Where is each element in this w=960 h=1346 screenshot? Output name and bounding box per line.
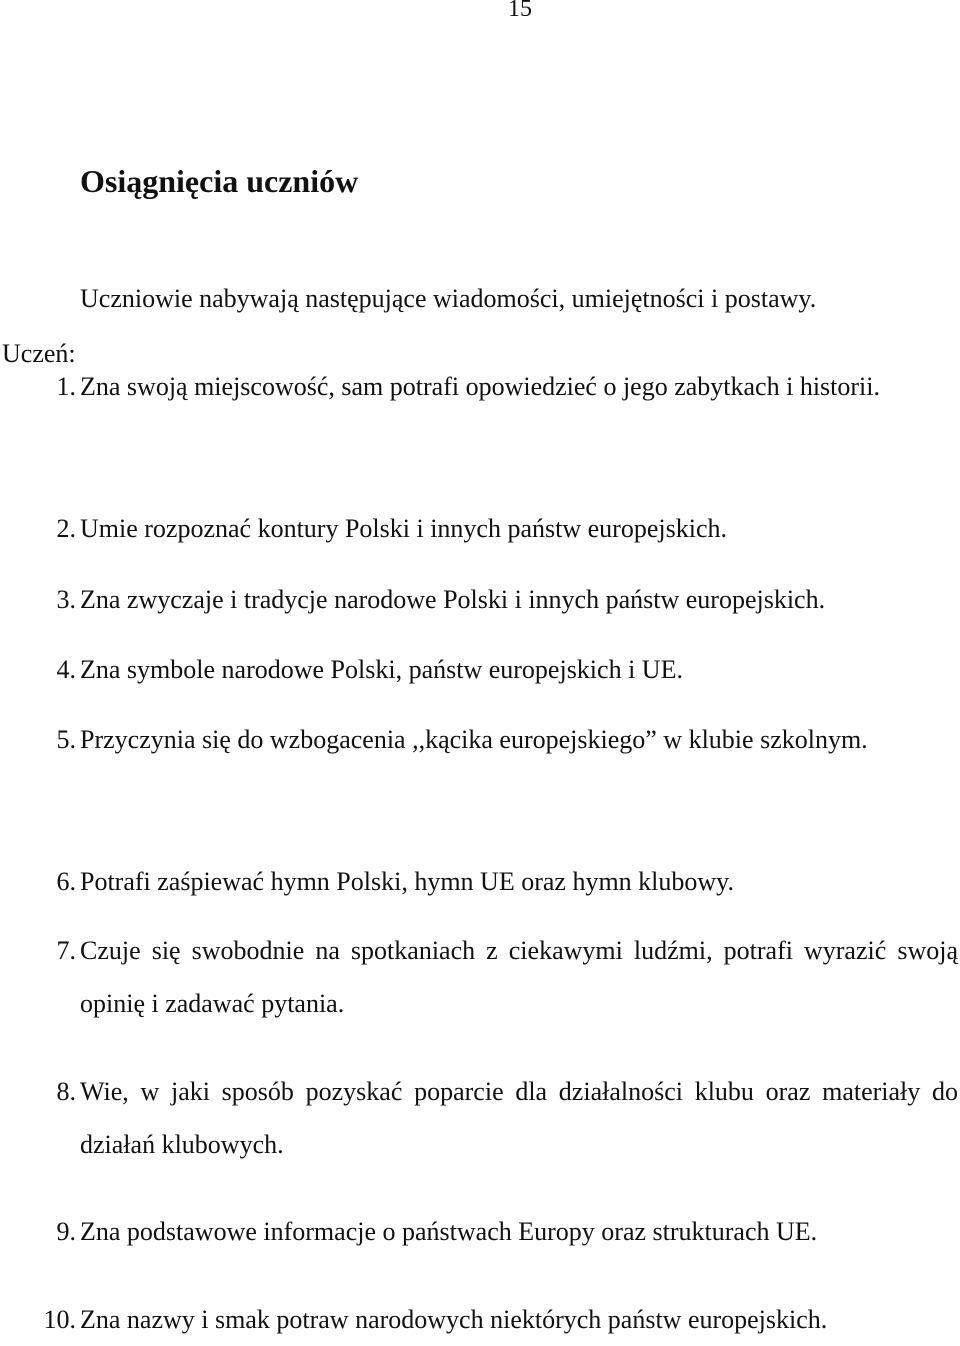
list-item-text: Przyczynia się do wzbogacenia ,,kącika europejskiego” w klubie szkolnym. (80, 725, 868, 754)
list-item-number: 3. (56, 585, 76, 614)
section-heading: Osiągnięcia uczniów (80, 163, 359, 199)
student-label: Uczeń: (2, 339, 76, 368)
list-item-text: Zna swoją miejscowość, sam potrafi opowiedzieć o jego zabytkach i historii. (80, 372, 880, 401)
list-item-text: Wie, w jaki sposób pozyskać poparcie dla działalności klubu oraz materiały do działań klubowych. (80, 1077, 958, 1159)
list-item-text: Zna nazwy i smak potraw narodowych niektórych państw europejskich. (80, 1305, 828, 1334)
list-item-text: Umie rozpoznać kontury Polski i innych państw europejskich. (80, 514, 727, 543)
list-item-number: 1. (56, 372, 76, 401)
list-item-text: Zna zwyczaje i tradycje narodowe Polski i innych państw europejskich. (80, 585, 826, 614)
list-item-number: 6. (56, 867, 76, 896)
list-item-text: Zna podstawowe informacje o państwach Europy oraz strukturach UE. (80, 1217, 818, 1246)
list-item-number: 2. (56, 514, 76, 543)
list-item-number: 4. (56, 655, 76, 684)
list-item-number: 8. (56, 1077, 76, 1106)
list-item-text: Potrafi zaśpiewać hymn Polski, hymn UE oraz hymn klubowy. (80, 867, 734, 896)
list-item-text: Czuje się swobodnie na spotkaniach z ciekawymi ludźmi, potrafi wyrazić swoją opinię i zadawać pytania. (80, 936, 958, 1018)
list-item-number: 9. (56, 1217, 76, 1246)
page-number: 15 (508, 0, 532, 22)
intro-paragraph: Uczniowie nabywają następujące wiadomości, umiejętności i postawy. (80, 284, 817, 313)
list-item-number: 10. (43, 1305, 76, 1334)
list-item-text: Zna symbole narodowe Polski, państw europejskich i UE. (80, 655, 683, 684)
list-item-number: 7. (56, 936, 76, 965)
list-item-number: 5. (56, 725, 76, 754)
